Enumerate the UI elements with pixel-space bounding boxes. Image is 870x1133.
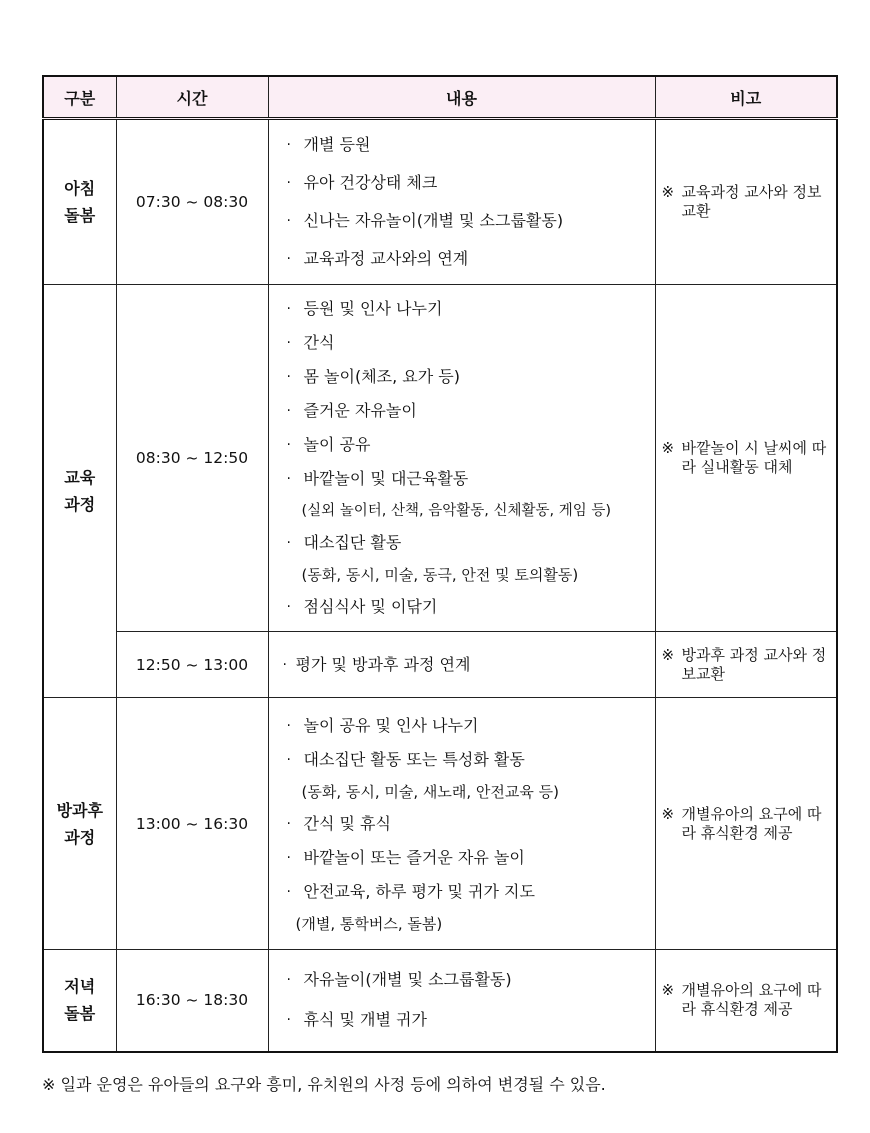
category-cell [43,950,116,1052]
list-item: · 안전교육, 하루 평가 및 귀가 지도 (개별, 통학버스, 돌봄) [287,875,651,939]
bullet-icon: · [286,251,291,267]
note-text: 방과후 과정 교사와 정보교환 [681,645,827,683]
reference-mark-icon: ※ [661,804,675,823]
list-item: · 놀이 공유 및 인사 나누기 [286,715,479,735]
list-item: · 휴식 및 개별 귀가 [286,1010,427,1030]
content-cell [268,698,655,950]
table-row-evening-care [43,950,837,1052]
list-item: · 등원 및 인사 나누기 [286,299,443,318]
header-note: 비고 [655,76,837,119]
category-line: 돌봄 [64,1004,96,1024]
table-row-education [43,285,837,632]
list-item: · 점심식사 및 이닦기 [286,597,438,616]
category-cell [43,119,116,285]
bullet-icon: · [286,213,291,229]
reference-mark-icon: ※ [661,183,675,201]
table-row-afterschool [43,698,837,950]
time-cell: 13:00 ~ 16:30 [116,698,268,950]
time-cell: 12:50 ~ 13:00 [116,632,268,698]
category-line: 아침 [64,179,96,198]
bullet-icon: · [286,175,291,191]
note-cell [655,632,837,698]
table-row-transition [43,632,837,698]
list-item: · 개별 등원 [287,126,651,164]
note-text: 개별유아의 요구에 따라 휴식환경 제공 [681,981,822,1019]
note-text: 교육과정 교사와 정보교환 [681,183,822,220]
time-cell: 08:30 ~ 12:50 [116,285,268,632]
list-item-detail: (개별, 통학버스, 돌봄) [295,914,443,933]
list-item: · 몸 놀이(체조, 요가 등) [286,367,460,386]
list-item: · 간식 [286,333,335,352]
category-cell [43,698,116,950]
header-row [43,76,837,119]
category-cell [43,285,116,698]
category-line: 저녁 [64,977,96,997]
list-item: · 신나는 자유놀이(개별 및 소그룹활동) [287,202,651,240]
note-text: 바깥놀이 시 날씨에 따라 실내활동 대체 [681,439,827,476]
category-line: 돌봄 [64,206,96,225]
content-cell [268,285,655,632]
category-line: 과정 [64,495,96,514]
list-item: · 바깥놀이 및 대근육활동 (실외 놀이터, 산책, 음악활동, 신체활동, 게임 등) [287,462,651,526]
list-item-detail: (동화, 동시, 미술, 동극, 안전 및 토의활동) [301,566,579,584]
list-item: · 평가 및 방과후 과정 연계 [282,654,471,674]
list-item: · 바깥놀이 또는 즐거운 자유 놀이 [286,847,525,867]
content-cell [268,119,655,285]
note-cell [655,285,837,632]
reference-mark-icon: ※ [661,981,675,1000]
content-cell [268,632,655,698]
list-item: · 대소집단 활동 (동화, 동시, 미술, 동극, 안전 및 토의활동) [287,526,651,590]
reference-mark-icon: ※ [661,439,675,457]
header-time: 시간 [116,76,268,119]
time-cell: 07:30 ~ 08:30 [116,119,268,285]
list-item: · 교육과정 교사와의 연계 [287,240,651,278]
list-item: · 유아 건강상태 체크 [287,164,651,202]
note-cell [655,698,837,950]
table-row-morning-care [43,119,837,285]
header-category: 구분 [43,76,116,119]
list-item: · 놀이 공유 [286,435,371,454]
list-item-detail: (실외 놀이터, 산책, 음악활동, 신체활동, 게임 등) [301,503,612,519]
header-content: 내용 [268,76,655,119]
content-cell [268,950,655,1052]
category-line: 방과후 [56,800,103,820]
list-item-detail: (동화, 동시, 미술, 새노래, 안전교육 등) [301,782,559,801]
reference-mark-icon: ※ [661,645,675,664]
footnote: ※ 일과 운영은 유아들의 요구와 흥미, 유치원의 사정 등에 의하여 변경될 수 있음. [42,1075,606,1094]
category-line: 교육 [64,468,96,487]
list-item: · 자유놀이(개별 및 소그룹활동) [286,970,512,990]
bullet-icon: · [286,137,291,153]
schedule-table [42,75,838,1053]
time-cell: 16:30 ~ 18:30 [116,950,268,1052]
list-item: · 간식 및 휴식 [286,813,391,833]
category-line: 과정 [64,827,96,847]
list-item: · 대소집단 활동 또는 특성화 활동 (동화, 동시, 미술, 새노래, 안전교육 등) [287,743,651,807]
list-item: · 즐거운 자유놀이 [286,401,417,420]
note-text: 개별유아의 요구에 따라 휴식환경 제공 [681,804,822,842]
note-cell [655,950,837,1052]
note-cell [655,119,837,285]
